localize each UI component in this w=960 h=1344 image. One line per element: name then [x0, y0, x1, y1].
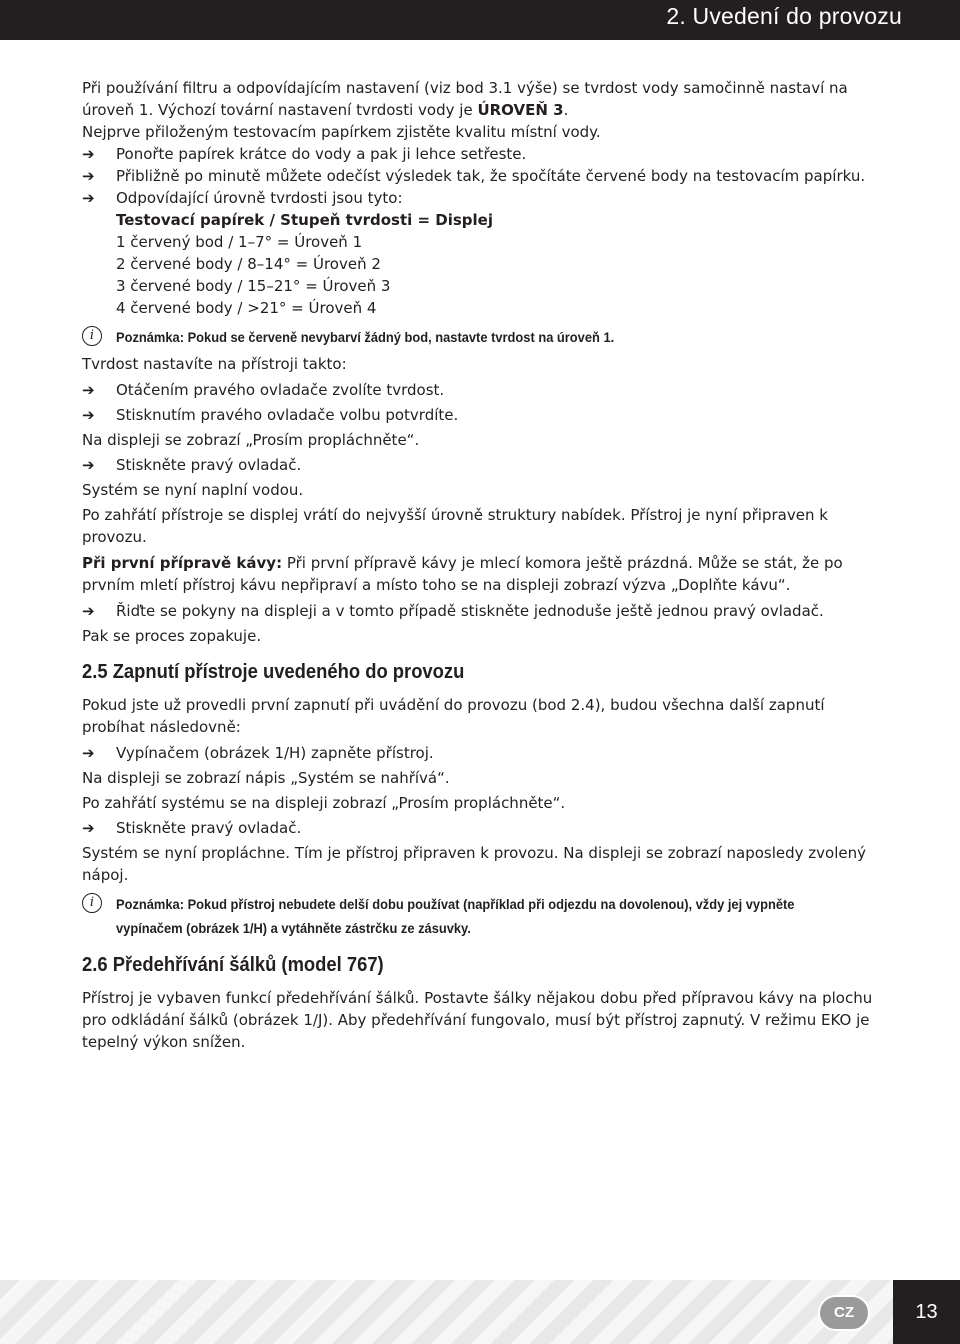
- page-number: 13: [893, 1280, 960, 1344]
- section-2-5-msg-1: Na displeji se zobrazí nápis „Systém se nahřívá“.: [82, 769, 450, 787]
- chapter-title: 2. Uvedení do provozu: [666, 3, 902, 29]
- header-bar: [0, 0, 960, 40]
- arrow-icon: ➔: [82, 456, 95, 474]
- repeat-message: Pak se proces zopakuje.: [82, 627, 262, 645]
- hardness-row: 4 červené body / >21° = Úroveň 4: [116, 299, 377, 317]
- arrow-icon: ➔: [82, 381, 95, 399]
- arrow-icon: ➔: [82, 602, 95, 620]
- display-message: Na displeji se zobrazí „Prosím propláchněte“.: [82, 431, 420, 449]
- section-2-5-step-2: ➔ Stiskněte pravý ovladač.: [82, 819, 302, 837]
- hardness-table-header: Testovací papírek / Stupeň tvrdosti = Displej: [116, 211, 493, 229]
- section-2-5-msg-2: Po zahřátí systému se na displeji zobrazí „Prosím propláchněte“.: [82, 794, 566, 812]
- hardness-row: 2 červené body / 8–14° = Úroveň 2: [116, 255, 381, 273]
- arrow-icon: ➔: [82, 744, 95, 762]
- fill-message: Systém se nyní naplní vodou.: [82, 481, 304, 499]
- note-hardness: i Poznámka: Pokud se červeně nevybarví žádný bod, nastavte tvrdost na úroveň 1.: [82, 325, 892, 349]
- section-heading-2-5: 2.5 Zapnutí přístroje uvedeného do provozu: [82, 661, 465, 683]
- intro-line-1: Při používání filtru a odpovídajícím nastavení (viz bod 3.1 výše) se tvrdost vody samočinně nastaví na: [82, 79, 848, 97]
- arrow-icon: ➔: [82, 819, 95, 837]
- section-2-5-rinse: Systém se nyní propláchne. Tím je přístroj připraven k provozu. Na displeji se zobrazí naposledy zvolený nápoj.: [82, 844, 866, 884]
- arrow-icon: ➔: [82, 145, 95, 163]
- arrow-icon: ➔: [82, 189, 95, 207]
- setting-step-2: ➔ Stisknutím pravého ovladače volbu potvrdíte.: [82, 406, 459, 424]
- setting-intro: Tvrdost nastavíte na přístroji takto:: [82, 355, 347, 373]
- test-step-2: ➔ Přibližně po minutě můžete odečíst výsledek tak, že spočítáte červené body na testovacím papírku.: [82, 167, 866, 185]
- hardness-row: 3 červené body / 15–21° = Úroveň 3: [116, 277, 391, 295]
- intro-line-2: úroveň 1. Výchozí tovární nastavení tvrdosti vody je ÚROVEŇ 3.: [82, 101, 569, 119]
- arrow-icon: ➔: [82, 406, 95, 424]
- test-step-1: ➔ Ponořte papírek krátce do vody a pak ji lehce setřeste.: [82, 145, 527, 163]
- info-icon: i: [82, 893, 102, 913]
- intro-line-3: Nejprve přiloženým testovacím papírkem zjistěte kvalitu místní vody.: [82, 123, 601, 141]
- language-badge: CZ: [818, 1295, 870, 1331]
- test-step-3: ➔ Odpovídající úrovně tvrdosti jsou tyto: Testovací papírek / Stupeň tvrdosti = Displej 1 červený bod / 1–7° = Úroveň 1 2 červené body / 8–14° = Úroveň 2 3 červené body / 15–21° = Úroveň 3 4 červené body / >21° = Úroveň 4: [82, 187, 892, 319]
- setting-step-3: ➔ Stiskněte pravý ovladač.: [82, 456, 302, 474]
- footer-pattern: [0, 1280, 893, 1344]
- note-power-off: i Poznámka: Pokud přístroj nebudete delší dobu používat (například při odjezdu na dovolenou), vždy jej vypněte vypínačem (obrázek 1/H) a vytáhněte zástrčku ze zásuvky.: [82, 892, 892, 940]
- first-coffee-step: ➔ Řiďte se pokyny na displeji a v tomto případě stiskněte jednoduše ještě jednou pravý ovladač.: [82, 602, 824, 620]
- section-heading-2-6: 2.6 Předehřívání šálků (model 767): [82, 954, 384, 976]
- after-heat-message: Po zahřátí přístroje se displej vrátí do nejvyšší úrovně struktury nabídek. Přístroj je nyní připraven k provozu.: [82, 506, 828, 546]
- section-2-5-step-1: ➔ Vypínačem (obrázek 1/H) zapněte přístroj.: [82, 744, 434, 762]
- setting-step-1: ➔ Otáčením pravého ovladače zvolíte tvrdost.: [82, 381, 445, 399]
- page-content: [82, 77, 892, 1053]
- arrow-icon: ➔: [82, 167, 95, 185]
- first-coffee-paragraph: Při první přípravě kávy: Při první přípravě kávy je mlecí komora ještě prázdná. Může se stát, že po prvním mletí přístroj kávu nepřipraví a místo toho se na displeji zobrazí výzva „Doplňte kávu“.: [82, 554, 843, 594]
- section-2-6-text: Přístroj je vybaven funkcí předehřívání šálků. Postavte šálky nějakou dobu před přípravou kávy na plochu pro odkládání šálků (obrázek 1/J). Aby předehřívání fungovalo, musí být přístroj zapnutý. V režimu EKO je tepelný výkon snížen.: [82, 989, 873, 1051]
- hardness-row: 1 červený bod / 1–7° = Úroveň 1: [116, 233, 363, 251]
- section-2-5-intro: Pokud jste už provedli první zapnutí při uvádění do provozu (bod 2.4), budou všechna další zapnutí probíhat následovně:: [82, 696, 825, 736]
- info-icon: i: [82, 326, 102, 346]
